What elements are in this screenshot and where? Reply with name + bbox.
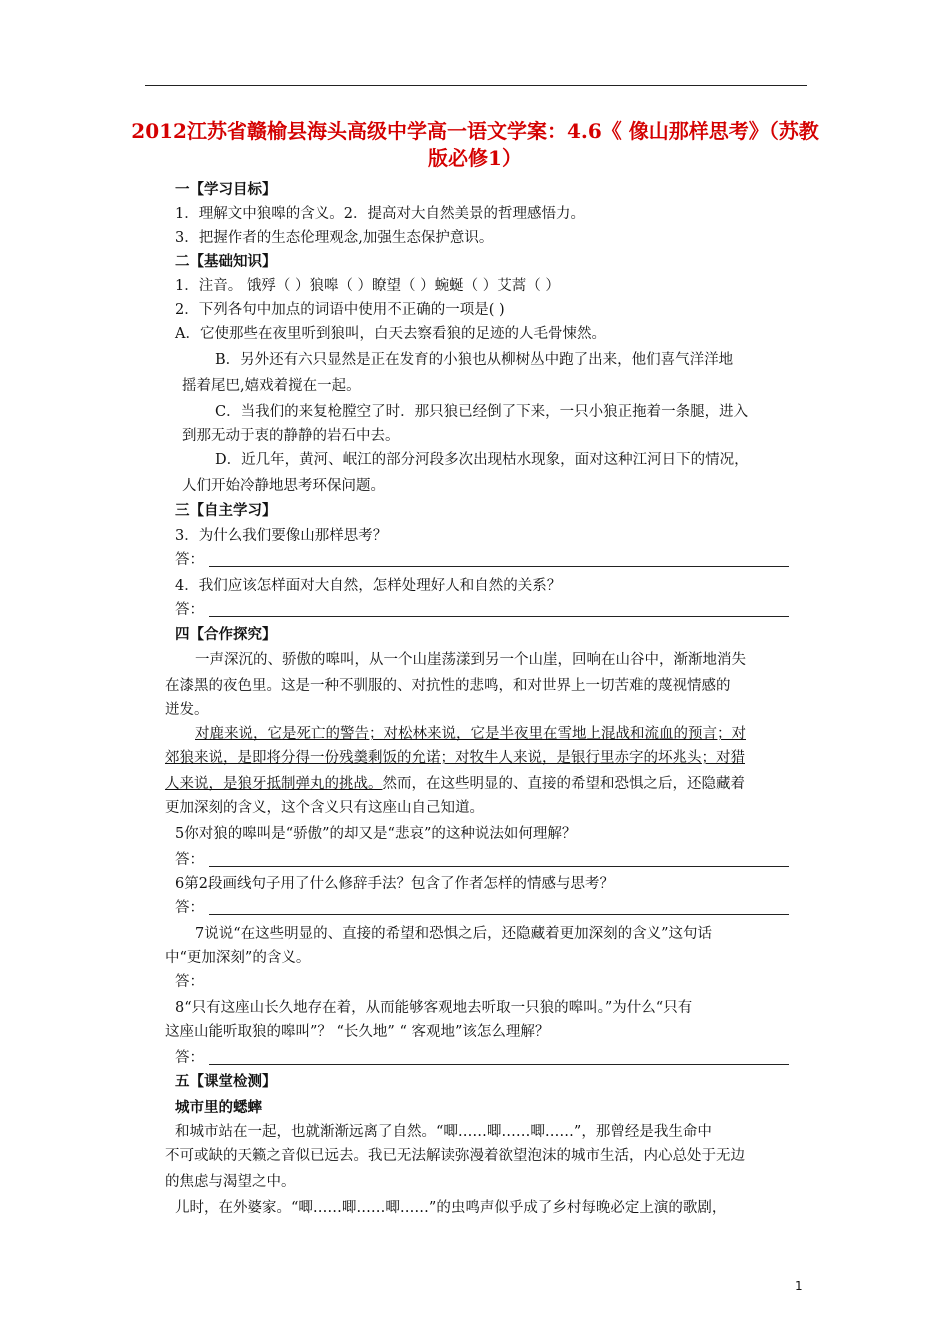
answer-label: 答：	[175, 974, 204, 990]
option-a: A．它使那些在夜里听到狼叫，白天去察看狼的足迹的人毛骨悚然。	[175, 326, 606, 342]
passage-p1-line-2: 在漆黑的夜色里。这是一种不驯服的、对抗性的悲鸣，和对世界上一切苦难的蔑视情感的	[165, 678, 731, 694]
answer-7	[175, 972, 204, 992]
section-heading-goals: 一【学习目标】	[175, 181, 277, 198]
passage-p1-line-3: 迸发。	[165, 702, 209, 718]
underlined-sentence: 人来说，是狼牙抵制弹丸的挑战。	[165, 776, 383, 792]
page-title: 2012江苏省赣榆县海头高级中学高一语文学案：4.6《 像山那样思考》（苏教版必修1）	[131, 119, 819, 170]
question-8-line-2: 这座山能听取狼的嗥叫”？ “长久地” “ 客观地”该怎么理解？	[165, 1024, 550, 1040]
question-5: 5你对狼的嗥叫是“骄傲”的却又是“悲哀”的这种说法如何理解？	[175, 826, 577, 842]
option-d-line-2: 人们开始冷静地思考环保问题。	[182, 478, 385, 494]
option-c-line-1: C．当我们的来复枪膛空了时．那只狼已经倒了下来，一只小狼正拖着一条腿，进入	[215, 404, 749, 420]
passage-text: 然而，在这些明显的、直接的希望和恐惧之后，还隐藏着	[382, 776, 745, 792]
option-c-line-2: 到那无动于衷的静静的岩石中去。	[182, 428, 400, 444]
section-heading-explore: 四【合作探究】	[175, 626, 277, 643]
answer-5	[175, 850, 204, 870]
option-b-line-1: B．另外还有六只显然是正在发育的小狼也从柳树丛中跑了出来，他们喜气洋洋地	[215, 352, 734, 368]
answer-3	[175, 550, 204, 570]
answer-label: 答：	[175, 852, 204, 868]
choice-question: 2．下列各句中加点的词语中使用不正确的一项是( )	[175, 302, 505, 318]
goal-line-2: 3．把握作者的生态伦理观念,加强生态保护意识。	[175, 230, 494, 246]
section-heading-test: 五【课堂检测】	[175, 1073, 277, 1090]
passage-p2-line-2: 郊狼来说，是即将分得一份残羹剩饭的允诺；对牧牛人来说，是银行里赤字的坏兆头；对猎	[165, 750, 745, 766]
option-d-line-1: D．近几年，黄河、岷江的部分河段多次出现枯水现象，面对这种江河日下的情况，	[215, 452, 749, 468]
goal-line-1: 1．理解文中狼嗥的含义。2．提高对大自然美景的哲理感悟力。	[175, 206, 585, 222]
passage-p2-line-1: 对鹿来说，它是死亡的警告；对松林来说，它是半夜里在雪地上混战和流血的预言；对	[195, 726, 746, 742]
question-6: 6第2段画线句子用了什么修辞手法？包含了作者怎样的情感与思考？	[175, 876, 614, 892]
reading-p1-line-1: 和城市站在一起，也就渐渐远离了自然。“唧……唧……唧……”，那曾经是我生命中	[175, 1124, 712, 1140]
reading-p1-line-3: 的焦虑与渴望之中。	[165, 1174, 296, 1190]
reading-title: 城市里的蟋蟀	[175, 1099, 262, 1116]
page-number: 1	[795, 1279, 803, 1293]
section-heading-self-study: 三【自主学习】	[175, 502, 277, 519]
answer-label: 答：	[175, 1050, 204, 1066]
question-4: 4．我们应该怎样面对大自然，怎样处理好人和自然的关系？	[175, 578, 562, 594]
answer-6	[175, 898, 204, 918]
answer-label: 答：	[175, 900, 204, 916]
pinyin-question: 1．注音。 饿殍（ ）狼嗥（ ）瞭望（ ）蜿蜒（ ）艾蒿（ ）	[175, 278, 560, 294]
answer-4	[175, 600, 204, 620]
option-b-line-2: 摇着尾巴,嬉戏着搅在一起。	[182, 378, 361, 394]
answer-label: 答：	[175, 602, 204, 618]
answer-label: 答：	[175, 552, 204, 568]
passage-p2-line-3	[165, 774, 745, 794]
question-7-line-2: 中“更加深刻”的含义。	[165, 950, 311, 966]
answer-8	[175, 1048, 204, 1068]
header-rule	[145, 85, 807, 86]
question-8-line-1: 8“只有这座山长久地存在着，从而能够客观地去听取一只狼的嗥叫。”为什么“只有	[175, 1000, 693, 1016]
reading-p1-line-2: 不可或缺的天籁之音似已远去。我已无法解读弥漫着欲望泡沫的城市生活，内心总处于无边	[165, 1148, 745, 1164]
passage-p1-line-1: 一声深沉的、骄傲的嗥叫，从一个山崖荡漾到另一个山崖，回响在山谷中，渐渐地消失	[195, 652, 746, 668]
reading-p2-line-1: 儿时，在外婆家。“唧……唧……唧……”的虫鸣声似乎成了乡村每晚必定上演的歌剧，	[175, 1200, 727, 1216]
section-heading-basics: 二【基础知识】	[175, 253, 277, 270]
question-3: 3．为什么我们要像山那样思考？	[175, 528, 388, 544]
passage-p2-line-4: 更加深刻的含义，这个含义只有这座山自己知道。	[165, 800, 484, 816]
question-7-line-1: 7说说“在这些明显的、直接的希望和恐惧之后，还隐藏着更加深刻的含义”这句话	[195, 926, 713, 942]
